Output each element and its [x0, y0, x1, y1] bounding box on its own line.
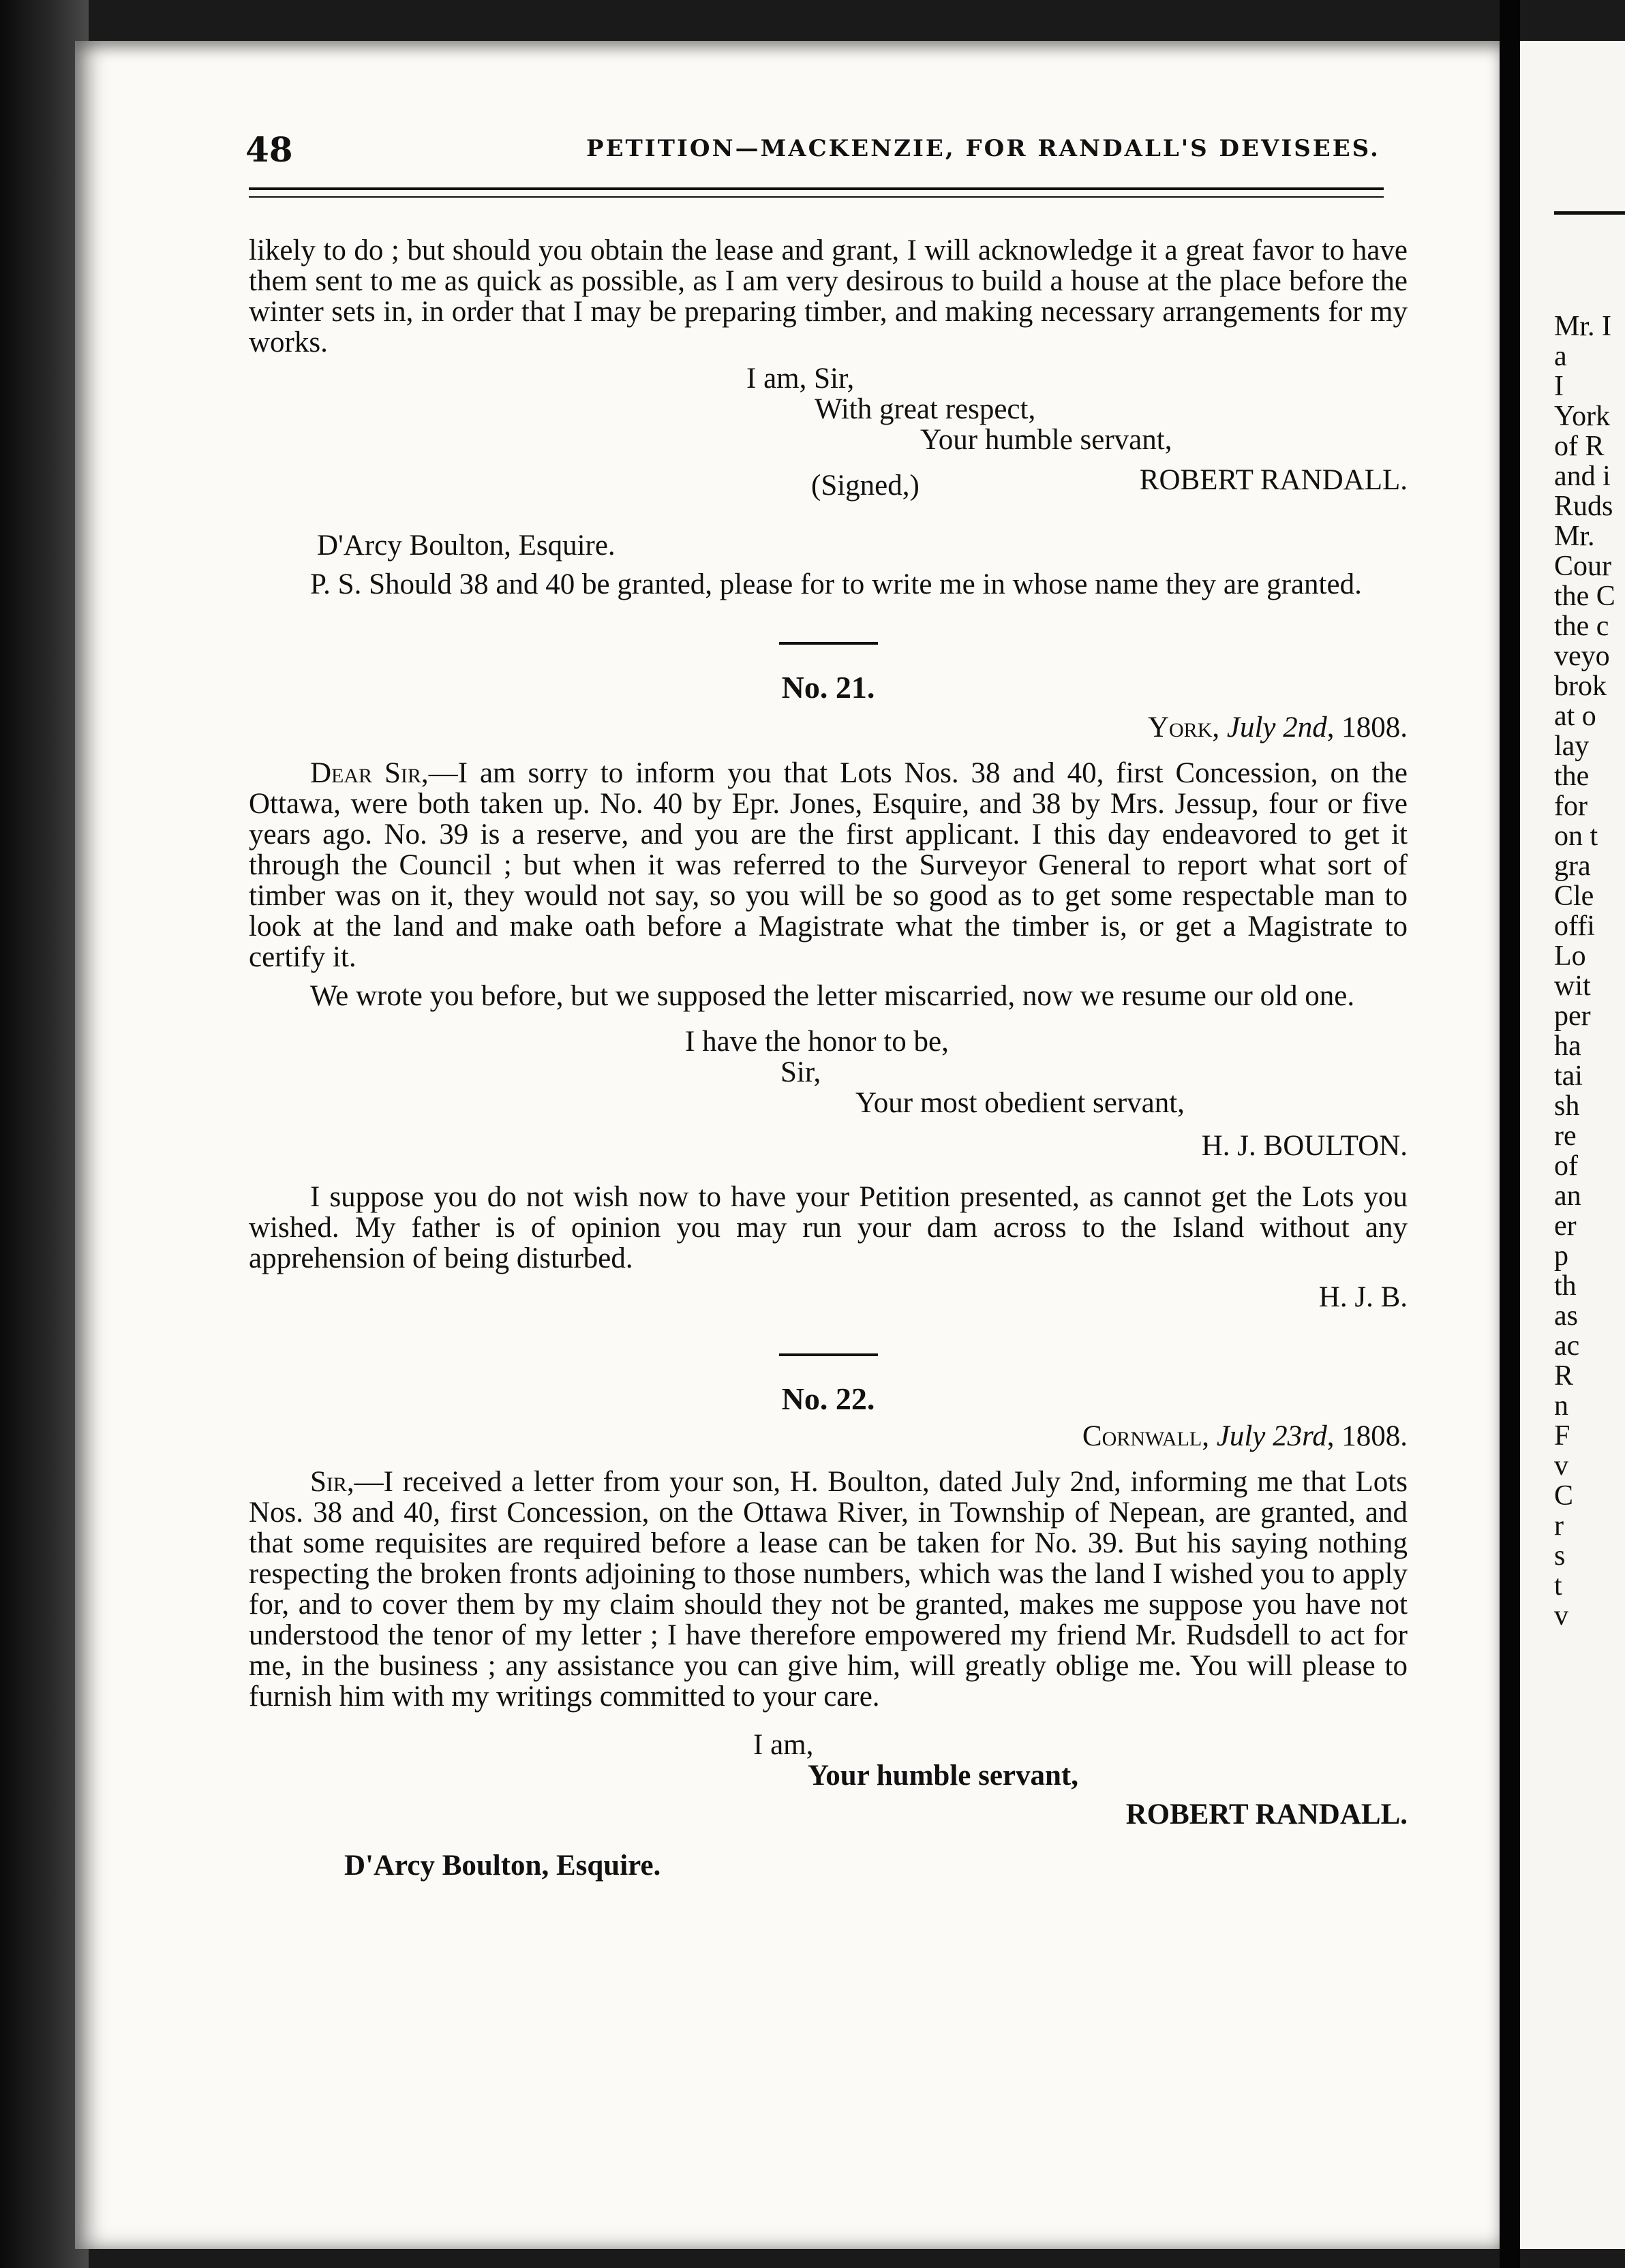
facing-page-fragment: Cour — [1554, 551, 1611, 582]
year: 1808. — [1341, 711, 1408, 744]
page-body — [249, 235, 1408, 1881]
facing-page-fragment: York — [1554, 401, 1611, 432]
dateline: Cornwall, July 23rd, 1808. — [1082, 1420, 1408, 1452]
closing-line: Your humble servant, — [808, 1760, 1078, 1792]
facing-page-fragment: s — [1554, 1540, 1566, 1572]
facing-page-fragment: Lo — [1554, 940, 1586, 972]
paragraph-text: —I received a letter from your son, H. Boulton, dated July 2nd, informing me that Lots Nos. 38 and 40, first Concession, on the Ottawa River, in Township of Nepean, are granted, and that some requisites are required before a lease can be taken for No. 39. But his saying nothing respecting the broken fronts adjoining to those numbers, which was the land I wished you to apply for, and to cover them by my claim should they not be granted, makes me suppose you have not understood the tenor of my letter ; I have therefore empowered my friend Mr. Rudsdell to act for me, in the business ; any assistance you can give him, will greatly oblige me. You will please to furnish him with my writings committed to your care. — [249, 1466, 1408, 1713]
postscript: I suppose you do not wish now to have your Petition presented, as cannot get the Lots you wished. My father is of opinion you may run your dam across to the Island without any apprehension of being disturbed. — [249, 1181, 1408, 1274]
section-rule — [779, 1353, 878, 1356]
facing-page-fragment: v — [1554, 1600, 1568, 1631]
running-title: PETITION—MACKENZIE, FOR RANDALL'S DEVISEES. — [586, 135, 1380, 162]
place: York, — [1147, 711, 1220, 744]
letter-paragraph: We wrote you before, but we supposed the letter miscarried, now we resume our old one. — [310, 980, 1355, 1012]
facing-page-fragment: F — [1554, 1420, 1570, 1452]
facing-page-fragment: Mr. — [1554, 521, 1595, 552]
facing-page-fragment: R — [1554, 1360, 1574, 1392]
postscript: P. S. Should 38 and 40 be granted, please for to write me in whose name they are granted. — [310, 568, 1362, 600]
facing-page-fragment: er — [1554, 1210, 1577, 1242]
facing-page-fragment: gra — [1554, 850, 1591, 882]
letter-20-text: likely to do ; but should you obtain the lease and grant, I will acknowledge it a great favor to have them sent to me as quick as possible, as I am very desirous to build a house at the place before the winter sets in, in order that I may be preparing timber, and making necessary arrangements for my works. — [249, 234, 1408, 358]
facing-page-fragment: offi — [1554, 910, 1595, 942]
facing-page-edge — [1520, 41, 1625, 2249]
facing-page-fragment: Ruds — [1554, 491, 1613, 522]
page-number: 48 — [245, 129, 293, 170]
facing-page-fragment: p — [1554, 1240, 1568, 1272]
facing-page-fragment: and i — [1554, 461, 1611, 492]
addressee: D'Arcy Boulton, Esquire. — [317, 530, 616, 562]
facing-page-fragment: per — [1554, 1000, 1591, 1032]
signature: ROBERT RANDALL. — [1139, 464, 1408, 496]
salutation: Dear Sir, — [310, 757, 429, 789]
page-header — [170, 102, 1411, 170]
facing-page-fragment: ac — [1554, 1330, 1580, 1362]
facing-page-fragment: lay — [1554, 731, 1590, 762]
salutation: Sir, — [310, 1466, 354, 1498]
facing-page-fragment: of — [1554, 1150, 1578, 1182]
letter-20-end — [249, 235, 1408, 600]
facing-page-fragment: re — [1554, 1120, 1577, 1152]
closing-line: I have the honor to be, — [685, 1026, 949, 1058]
document-number: No. 21. — [781, 670, 875, 705]
closing-line: Your most obedient servant, — [855, 1087, 1185, 1119]
closing-line: I am, — [753, 1729, 814, 1761]
section-rule — [779, 642, 878, 645]
closing-line: Sir, — [780, 1056, 821, 1088]
facing-page-fragment: the C — [1554, 581, 1615, 612]
letter-22 — [249, 1383, 1408, 1881]
closing-line: I am, Sir, — [746, 363, 855, 395]
facing-page-fragment: th — [1554, 1270, 1577, 1302]
facing-page-fragment: I — [1554, 371, 1564, 402]
dateline: York, July 2nd, 1808. — [1147, 711, 1408, 744]
facing-page-fragment: of R — [1554, 431, 1605, 462]
place: Cornwall, — [1082, 1420, 1209, 1452]
facing-page-fragment: wit — [1554, 970, 1591, 1002]
facing-page-fragment: r — [1554, 1510, 1564, 1542]
facing-page-fragment: a — [1554, 341, 1567, 372]
book-gutter — [1500, 0, 1520, 2268]
addressee: D'Arcy Boulton, Esquire. — [344, 1850, 661, 1882]
initials: H. J. B. — [1318, 1281, 1408, 1313]
document-number: No. 22. — [781, 1381, 875, 1416]
date: July 23rd — [1216, 1420, 1327, 1452]
facing-page-fragment: Mr. I — [1554, 311, 1611, 342]
header-rule — [249, 187, 1384, 198]
facing-page-fragment: the — [1554, 761, 1590, 792]
facing-page-fragment: n — [1554, 1390, 1568, 1422]
paragraph-text: —I am sorry to inform you that Lots Nos. 38 and 40, first Concession, on the Ottawa, were both taken up. No. 40 by Epr. Jones, Esquire, and 38 by Mrs. Jessup, four or five years ago. No. 39 is a reserve, and you are the first applicant. I this day endeavored to get it through the Council ; but when it was referred to the Surveyor General to report what sort of timber was on it, they would not say, so you will be so good as to get some respectable man to look at the land and make oath before a Magistrate what the timber is, or get a Magistrate to certify it. — [249, 757, 1408, 973]
signature: ROBERT RANDALL. — [1125, 1798, 1408, 1830]
signature: H. J. BOULTON. — [1201, 1130, 1408, 1162]
facing-page-fragment: on t — [1554, 821, 1598, 852]
facing-page-fragment: at o — [1554, 701, 1596, 732]
facing-page-fragment: for — [1554, 791, 1588, 822]
facing-page-fragment: as — [1554, 1300, 1578, 1332]
letter-paragraph — [249, 1467, 1408, 1712]
letter-21 — [249, 672, 1408, 1313]
facing-page-fragment: an — [1554, 1180, 1581, 1212]
facing-page-fragment: Cle — [1554, 880, 1594, 912]
facing-page-fragment: ha — [1554, 1030, 1581, 1062]
facing-page-fragment: veyo — [1554, 641, 1610, 672]
signed-note: (Signed,) — [811, 470, 920, 502]
facing-page-rule — [1554, 211, 1625, 215]
letter-paragraph — [249, 758, 1408, 972]
year: 1808. — [1341, 1420, 1408, 1452]
facing-page-fragment: tai — [1554, 1060, 1583, 1092]
signature-block — [249, 465, 1408, 506]
facing-page-fragment: C — [1554, 1480, 1574, 1512]
closing-line: With great respect, — [815, 393, 1036, 425]
date: July 2nd — [1226, 711, 1327, 744]
facing-page-fragment: t — [1554, 1570, 1562, 1602]
facing-page-fragment: brok — [1554, 671, 1607, 702]
facing-page-fragment: v — [1554, 1450, 1568, 1482]
closing-line: Your humble servant, — [920, 424, 1172, 456]
facing-page-fragment: the c — [1554, 611, 1609, 642]
facing-page-fragment: sh — [1554, 1090, 1580, 1122]
